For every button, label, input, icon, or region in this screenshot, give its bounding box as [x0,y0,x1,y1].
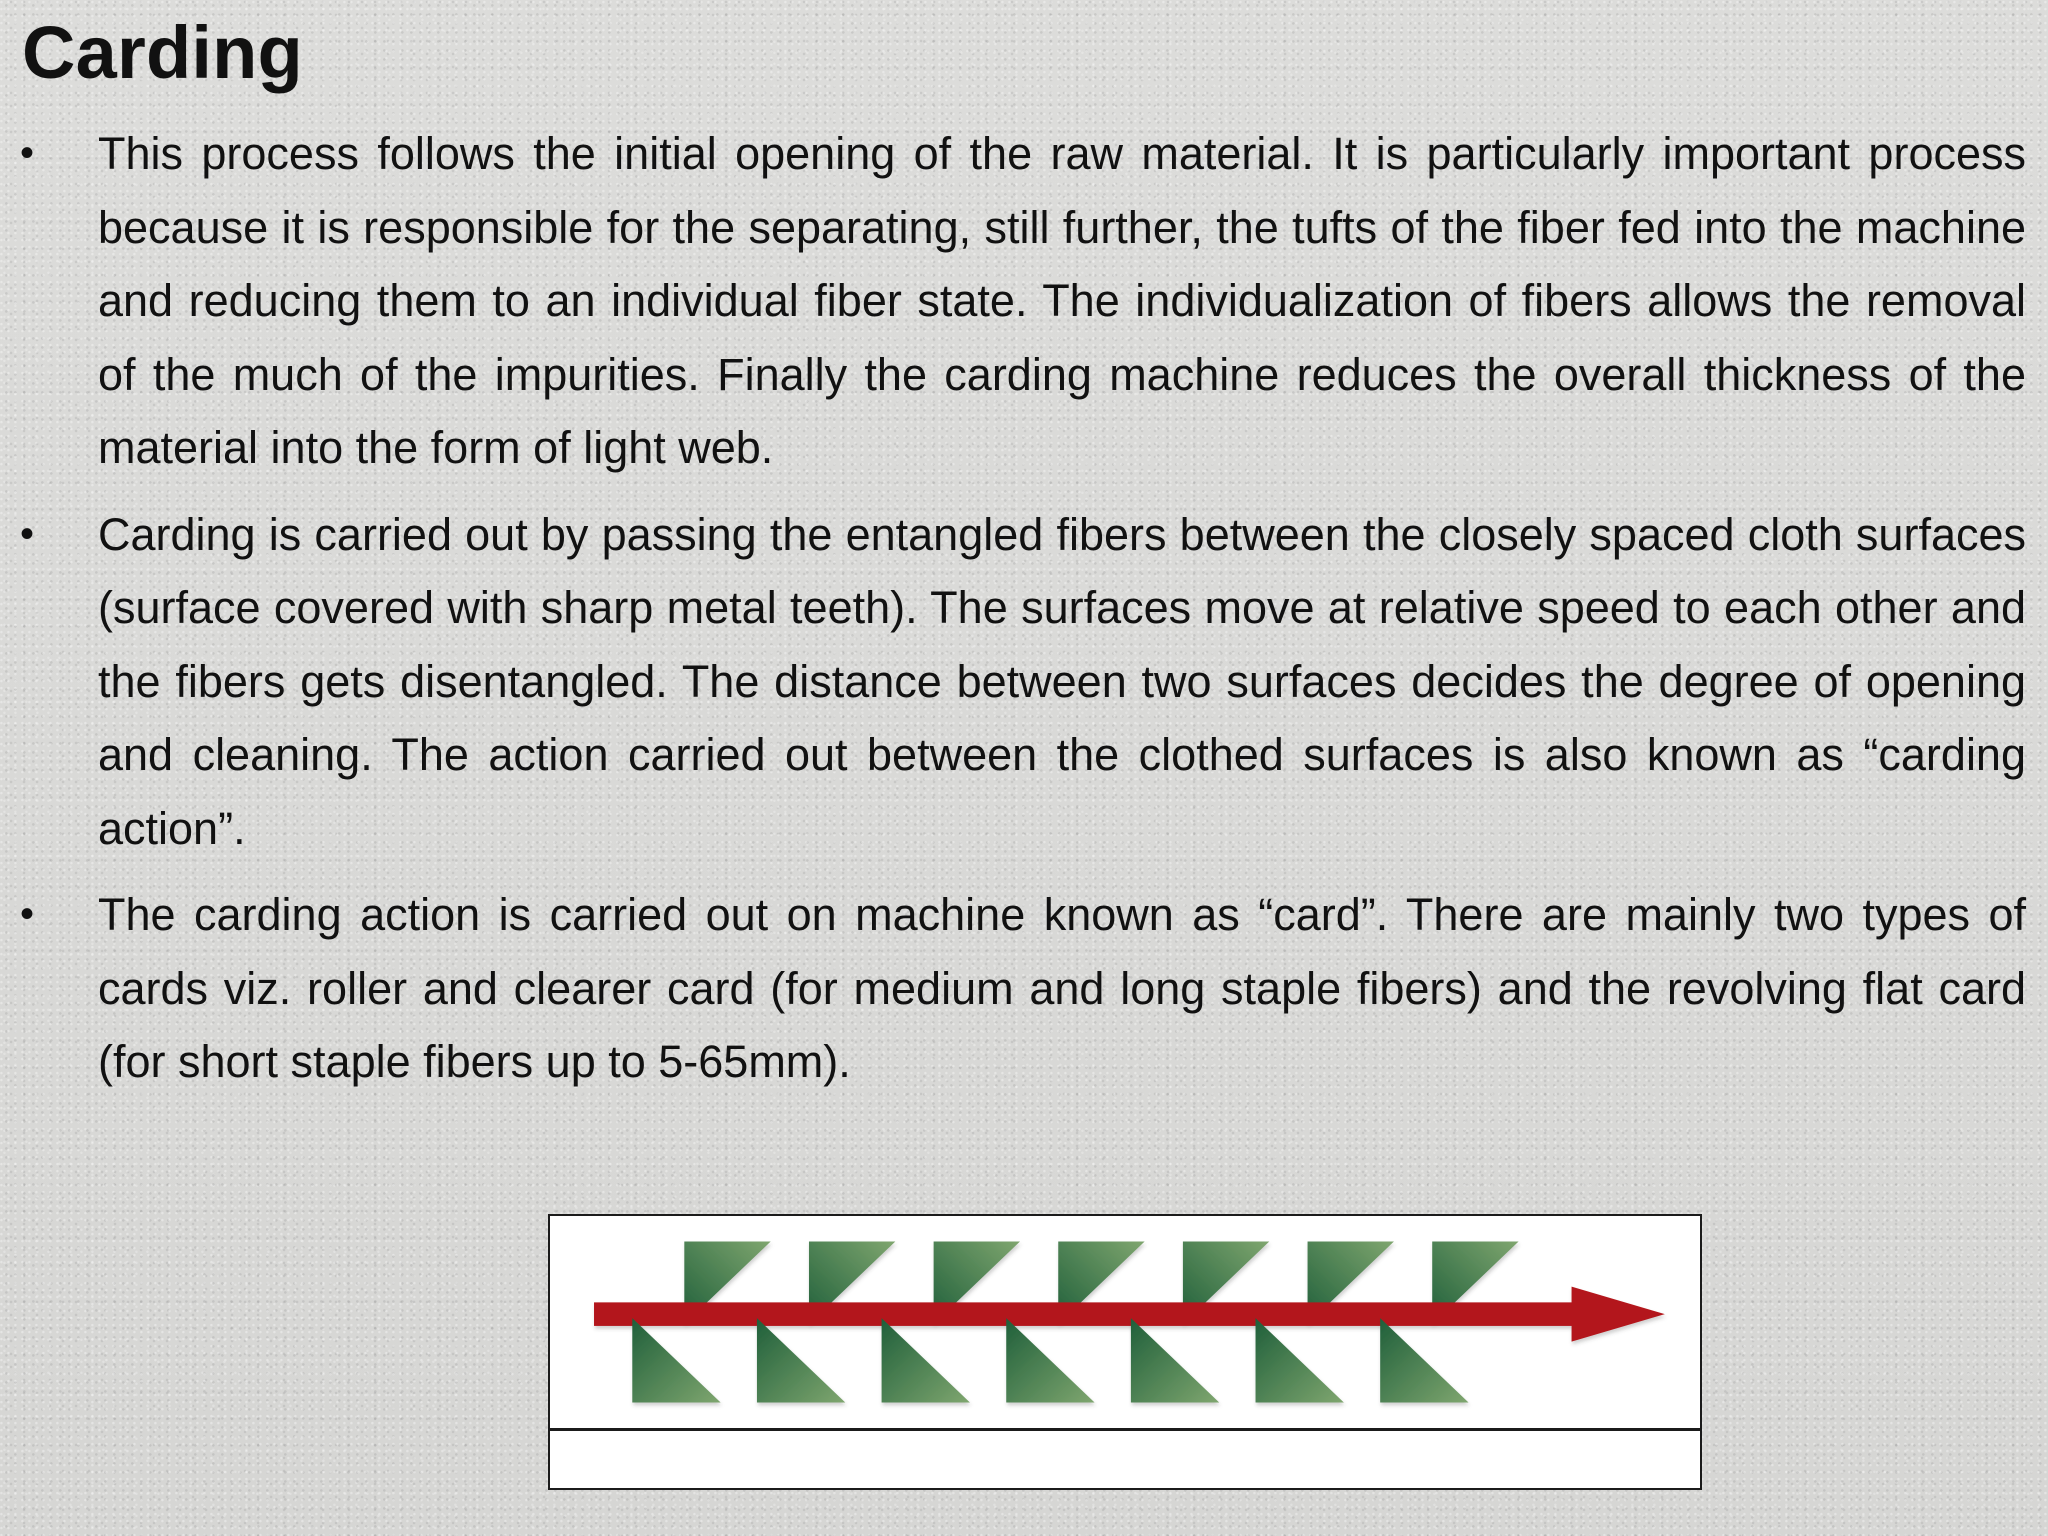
bullet-item-2 [20,498,2026,866]
arrow-shaft [594,1302,1607,1326]
bullet-marker: • [20,892,35,936]
slide-title: Carding [22,11,303,94]
bullet-item-3 [20,878,2026,1099]
bullet-marker: • [20,131,35,175]
diagram-footer-box [548,1430,1702,1490]
carding-diagram-frame [548,1214,1702,1430]
bullet-text-2: Carding is carried out by passing the entangled fibers between the closely spaced cloth surfaces (surface covered with sharp metal teeth). The surfaces move at relative speed to each other and the fibers gets disentangled. The distance between two surfaces decides the degree of opening and cleaning. The action carried out between the clothed surfaces is also known as “carding action”. [98,508,2026,854]
bullet-marker: • [20,511,35,556]
carding-action-diagram [550,1216,1700,1428]
bullet-text-1: This process follows the initial opening of the raw material. It is particularly important process because it is responsible for the separating, still further, the tufts of the fiber fed into the machine and reducing them to an individual fiber state. The individualization of fibers allows the removal of the much of the impurities. Finally the carding machine reduces the overall thickness of the material into the form of light web. [98,128,2026,473]
bullet-item-1 [20,117,2026,485]
bullet-text-3: The carding action is carried out on machine known as “card”. There are mainly two types of cards viz. roller and clearer card (for medium and long staple fibers) and the revolving flat card (for short staple fibers up to 5-65mm). [98,889,2026,1087]
bullet-list [20,117,2026,1112]
